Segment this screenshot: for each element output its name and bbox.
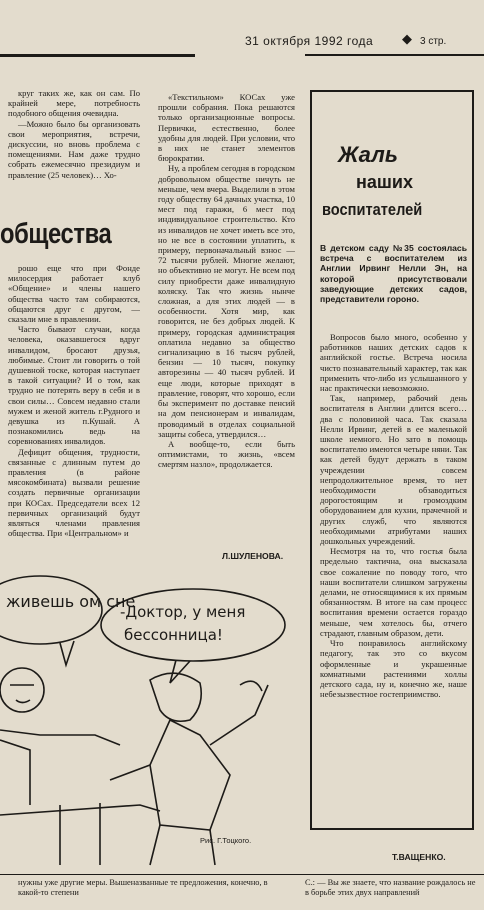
cartoon-credit: Рис. Г.Тоцкого. [200,836,252,845]
paragraph: Несмотря на то, что гостья была предельно тактична, она высказала свое сожаление по поводу того, что наши воспитатели слишком загружены делами, не относящимися к их прямым обязанностям. В итоге на сам процесс воспитания времени остается гораздо меньше, чем хотелось бы, отчего страдают, главным образом, дети. [320,546,467,638]
left-column-body [8,263,140,563]
paragraph: Дефицит общения, трудности, связанные с длинным путем до правления (в районе мясокомбината) вызвали решение создать первичные организации при КОСах. Председатели всех 12 первичных организаций будут являться членами правления общества. При «Центральном» и [8,446,140,539]
box-title-line1: Жаль [338,142,398,167]
middle-column [158,92,295,550]
paragraph: Ну, а проблем сегодня в городском добровольном обществе ничуть не меньше, чем вчера. Выделили в этом году обществу 64 дачных участка, 10 мест под гаражи, 6 мест под индивидуальное строительство. Кто из инвалидов не хочет иметь все это, но не все в состоянии уплатить, к примеру, первоначальный взнос — 72 тысячи рублей. Многие желают, но объективно не могут. Не всем под силу приобрести даже инвалидную коляску. Так что жизнь нынче сложная, а для этих людей — в особенности. Хотя мир, как говорится, не без добрых людей. К примеру, городская администрация оплатила недавно за общество сигнализацию в 16 тысяч рублей, бензин — 10 тысяч, покупку авторезины — 40 тысяч рублей. И еще люди, которые приходят в правление, говорят, что хорошо, если бы эксперимент по доставке пенсий на дом пенсионерам и инвалидам, проводимый в отделах социальной защиты собеса, утвердился… [158,163,295,439]
bubble-left-text: живешь ом сне [6,592,136,611]
box-title-line3: воспитателей [322,200,423,219]
left-column-top [8,88,140,180]
footer-text-left: нужны уже другие меры. Вышеназванные те предложения, конечно, в какой-то степени [18,878,268,897]
boxed-article [310,90,474,862]
paragraph: «Текстильном» КОСах уже прошли собрания. Пока решаются только организационные вопросы. Первички, естественно, более удобны для людей. При условии, что в них не станет элементов бюрократии. [158,92,295,164]
bubble-right-text-1: -Доктор, у меня [120,603,246,621]
paragraph: —Можно было бы организовать свои мероприятия, встречи, дискуссии, но вновь проблема с помещениями. Нам даже трудно собрать ежемесячно президиум и правление (25 человек)… Хо- [8,118,140,180]
box-lead: В детском саду №35 состоялась встреча с воспитателем из Англии Ирвинг Нелли Эн, на которой присутствовали заведующие детских садов, представители гороно. [320,243,467,305]
page-number: 3 стр. [420,36,447,47]
bottom-rule [0,874,484,875]
issue-date: 31 октября 1992 года [245,34,374,48]
bubble-right-text-2: бессонница! [124,626,223,644]
diamond-icon: ◆ [402,31,412,46]
footer-text-right: С.: — Вы же знаете, что название рождалось не в борьбе этих двух направлений [305,878,476,897]
paragraph: А вообще-то, если быть оптимистами, то жизнь, «всем смертям назло», продолжается. [158,438,295,470]
page-header [0,0,484,60]
paragraph: рошо еще что при Фонде милосердия работает клуб «Общение» и члены нашего общества часто там собираются, общаются друг с другом, — сказали мне в правлении. [8,263,140,325]
paragraph: круг таких же, как он сам. По крайней мере, потребность подобного общения очевидна. [8,88,140,119]
paragraph: Что понравилось английскому педагогу, так это со вкусом оформленные и украшенные комнатными растениями холлы детского сада, ну и, конечно же, наше небезызвестное гостеприимство. [320,638,467,700]
cartoon-illustration [0,565,302,870]
header-rule-left [0,54,195,57]
paragraph: Вопросов было много, особенно у работников наших детских садов к английской гостье. Встреча носила чисто познавательный характер, так как применить что-либо из услышанного у нас практически невозможно. [320,332,467,394]
box-title-line2: наших [356,172,413,192]
author-signature: Л.ШУЛЕНОВА. [222,551,284,561]
article-title-fragment: общества [0,218,112,250]
box-body [320,332,467,842]
header-rule-right [305,54,484,56]
paragraph: Часто бывают случаи, когда человека, оказавшегося вдруг инвалидом, бросают друзья, любимые. Стоит ли говорить о той душевной тоске, которая наступает в такой ситуации? И о том, как трудно не потерять веру в себя и в свои силы… Совсем недавно стали мужем и женой житель г.Рудного и девушка из п.Кушай. А познакомились ведь на соревнованиях инвалидов. [8,324,140,447]
box-signature: Т.ВАЩЕНКО. [392,852,446,862]
paragraph: Так, например, рабочий день воспитателя в Англии длится всего… два с половиной часа. Так сказала Нелли Ирвинг, детей в ее маленькой школе немного. Но зато в помощь воспитателю имеются четыре няни. Так как детей будут держать в таком учреждении совсем непродолжительное время, то нет необходимости обзаводиться дорогостоящим и громоздким оборудованием для кухни, прачечной и других служб, что являются необходимыми атрибутами наших дошкольных учреждений. [320,393,467,547]
